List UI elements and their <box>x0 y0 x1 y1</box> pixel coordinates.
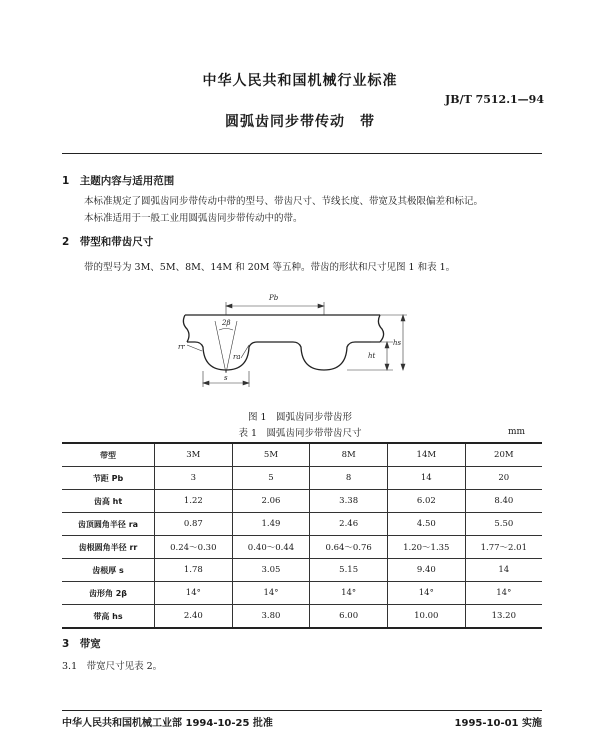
table-cell: 14° <box>232 582 310 605</box>
table-row-label: 带型 <box>62 443 155 467</box>
tooth-profile-figure <box>175 285 415 397</box>
table-row <box>62 536 542 559</box>
footer-rule <box>62 710 542 711</box>
table-row <box>62 559 542 582</box>
figure-label-s: s <box>224 374 228 382</box>
section-1-heading: 1 主题内容与适用范围 <box>62 175 175 187</box>
table-cell: 0.87 <box>155 513 233 536</box>
table-cell: 3.05 <box>232 559 310 582</box>
table-cell: 14° <box>155 582 233 605</box>
table-row-label: 齿根圆角半径 rr <box>62 536 155 559</box>
belt-break-right <box>378 315 383 342</box>
table-cell: 3.38 <box>310 490 388 513</box>
table-cell: 0.40～0.44 <box>232 536 310 559</box>
table-cell: 20 <box>465 467 542 490</box>
table-1-unit: mm <box>508 427 526 437</box>
table-cell: 3 <box>155 467 233 490</box>
table-cell: 5 <box>232 467 310 490</box>
table-row <box>62 582 542 605</box>
table-header-row <box>62 443 542 467</box>
table-cell: 1.78 <box>155 559 233 582</box>
section-3-1-text: 3.1 带宽尺寸见表 2。 <box>62 661 163 672</box>
section-2-paragraph-1: 带的型号为 3M、5M、8M、14M 和 20M 等五种。带齿的形状和尺寸见图 1 和表 1。 <box>84 262 456 273</box>
table-cell: 1.22 <box>155 490 233 513</box>
table-cell: 2.46 <box>310 513 388 536</box>
table-cell: 9.40 <box>387 559 465 582</box>
table-cell: 14M <box>387 443 465 467</box>
table-cell: 3M <box>155 443 233 467</box>
table-cell: 0.64～0.76 <box>310 536 388 559</box>
implementation-date: 1995-10-01 实施 <box>454 718 542 729</box>
table-cell: 3.80 <box>232 605 310 629</box>
table-row <box>62 605 542 629</box>
table-cell: 4.50 <box>387 513 465 536</box>
table-cell: 8.40 <box>465 490 542 513</box>
table-1-caption: 表 1 圆弧齿同步带带齿尺寸 <box>238 428 362 439</box>
section-2-heading: 2 带型和带齿尺寸 <box>62 236 154 248</box>
org-standard-title: 中华人民共和国机械行业标准 <box>202 73 398 89</box>
table-row-label: 齿高 ht <box>62 490 155 513</box>
figure-label-hs: hs <box>393 339 402 347</box>
table-cell: 8M <box>310 443 388 467</box>
figure-label-rr: rr <box>178 343 185 351</box>
table-cell: 2.06 <box>232 490 310 513</box>
table-cell: 8 <box>310 467 388 490</box>
table-cell: 6.02 <box>387 490 465 513</box>
standard-code: JB/T 7512.1—94 <box>445 93 544 106</box>
table-cell: 14 <box>387 467 465 490</box>
table-cell: 5M <box>232 443 310 467</box>
table-cell: 14° <box>465 582 542 605</box>
table-cell: 13.20 <box>465 605 542 629</box>
figure-label-ra: ra <box>233 353 241 361</box>
table-row-label: 齿顶圆角半径 ra <box>62 513 155 536</box>
header-rule <box>62 153 542 154</box>
table-cell: 14° <box>310 582 388 605</box>
table-row <box>62 490 542 513</box>
table-cell: 14 <box>465 559 542 582</box>
figure-1-caption: 图 1 圆弧齿同步带齿形 <box>247 412 353 423</box>
section-1-paragraph-1: 本标准规定了圆弧齿同步带传动中带的型号、带齿尺寸、节线长度、带宽及其极限偏差和标记。 <box>84 196 484 207</box>
table-cell: 2.40 <box>155 605 233 629</box>
table-cell: 6.00 <box>310 605 388 629</box>
figure-label-angle: 2β <box>222 319 231 327</box>
table-cell: 0.24～0.30 <box>155 536 233 559</box>
table-cell: 1.77～2.01 <box>465 536 542 559</box>
table-cell: 5.15 <box>310 559 388 582</box>
table-cell: 10.00 <box>387 605 465 629</box>
table-cell: 5.50 <box>465 513 542 536</box>
belt-break-left <box>183 315 189 342</box>
tooth-profile-line <box>187 342 380 370</box>
figure-label-pitch: Pb <box>269 294 279 302</box>
table-row-label: 节距 Pb <box>62 467 155 490</box>
table-cell: 1.20～1.35 <box>387 536 465 559</box>
table-cell: 1.49 <box>232 513 310 536</box>
table-row <box>62 467 542 490</box>
section-3-heading: 3 带宽 <box>62 638 101 650</box>
table-row-label: 齿根厚 s <box>62 559 155 582</box>
tooth-dimensions-table <box>62 442 542 629</box>
table-row-label: 齿形角 2β <box>62 582 155 605</box>
document-title: 圆弧齿同步带传动 带 <box>225 114 375 130</box>
table-row <box>62 513 542 536</box>
approval-date: 中华人民共和国机械工业部 1994-10-25 批准 <box>62 718 273 729</box>
table-row-label: 带高 hs <box>62 605 155 629</box>
table-cell: 14° <box>387 582 465 605</box>
table-cell: 20M <box>465 443 542 467</box>
figure-label-ht: ht <box>368 352 376 360</box>
section-1-paragraph-2: 本标准适用于一般工业用圆弧齿同步带传动中的带。 <box>84 213 303 224</box>
